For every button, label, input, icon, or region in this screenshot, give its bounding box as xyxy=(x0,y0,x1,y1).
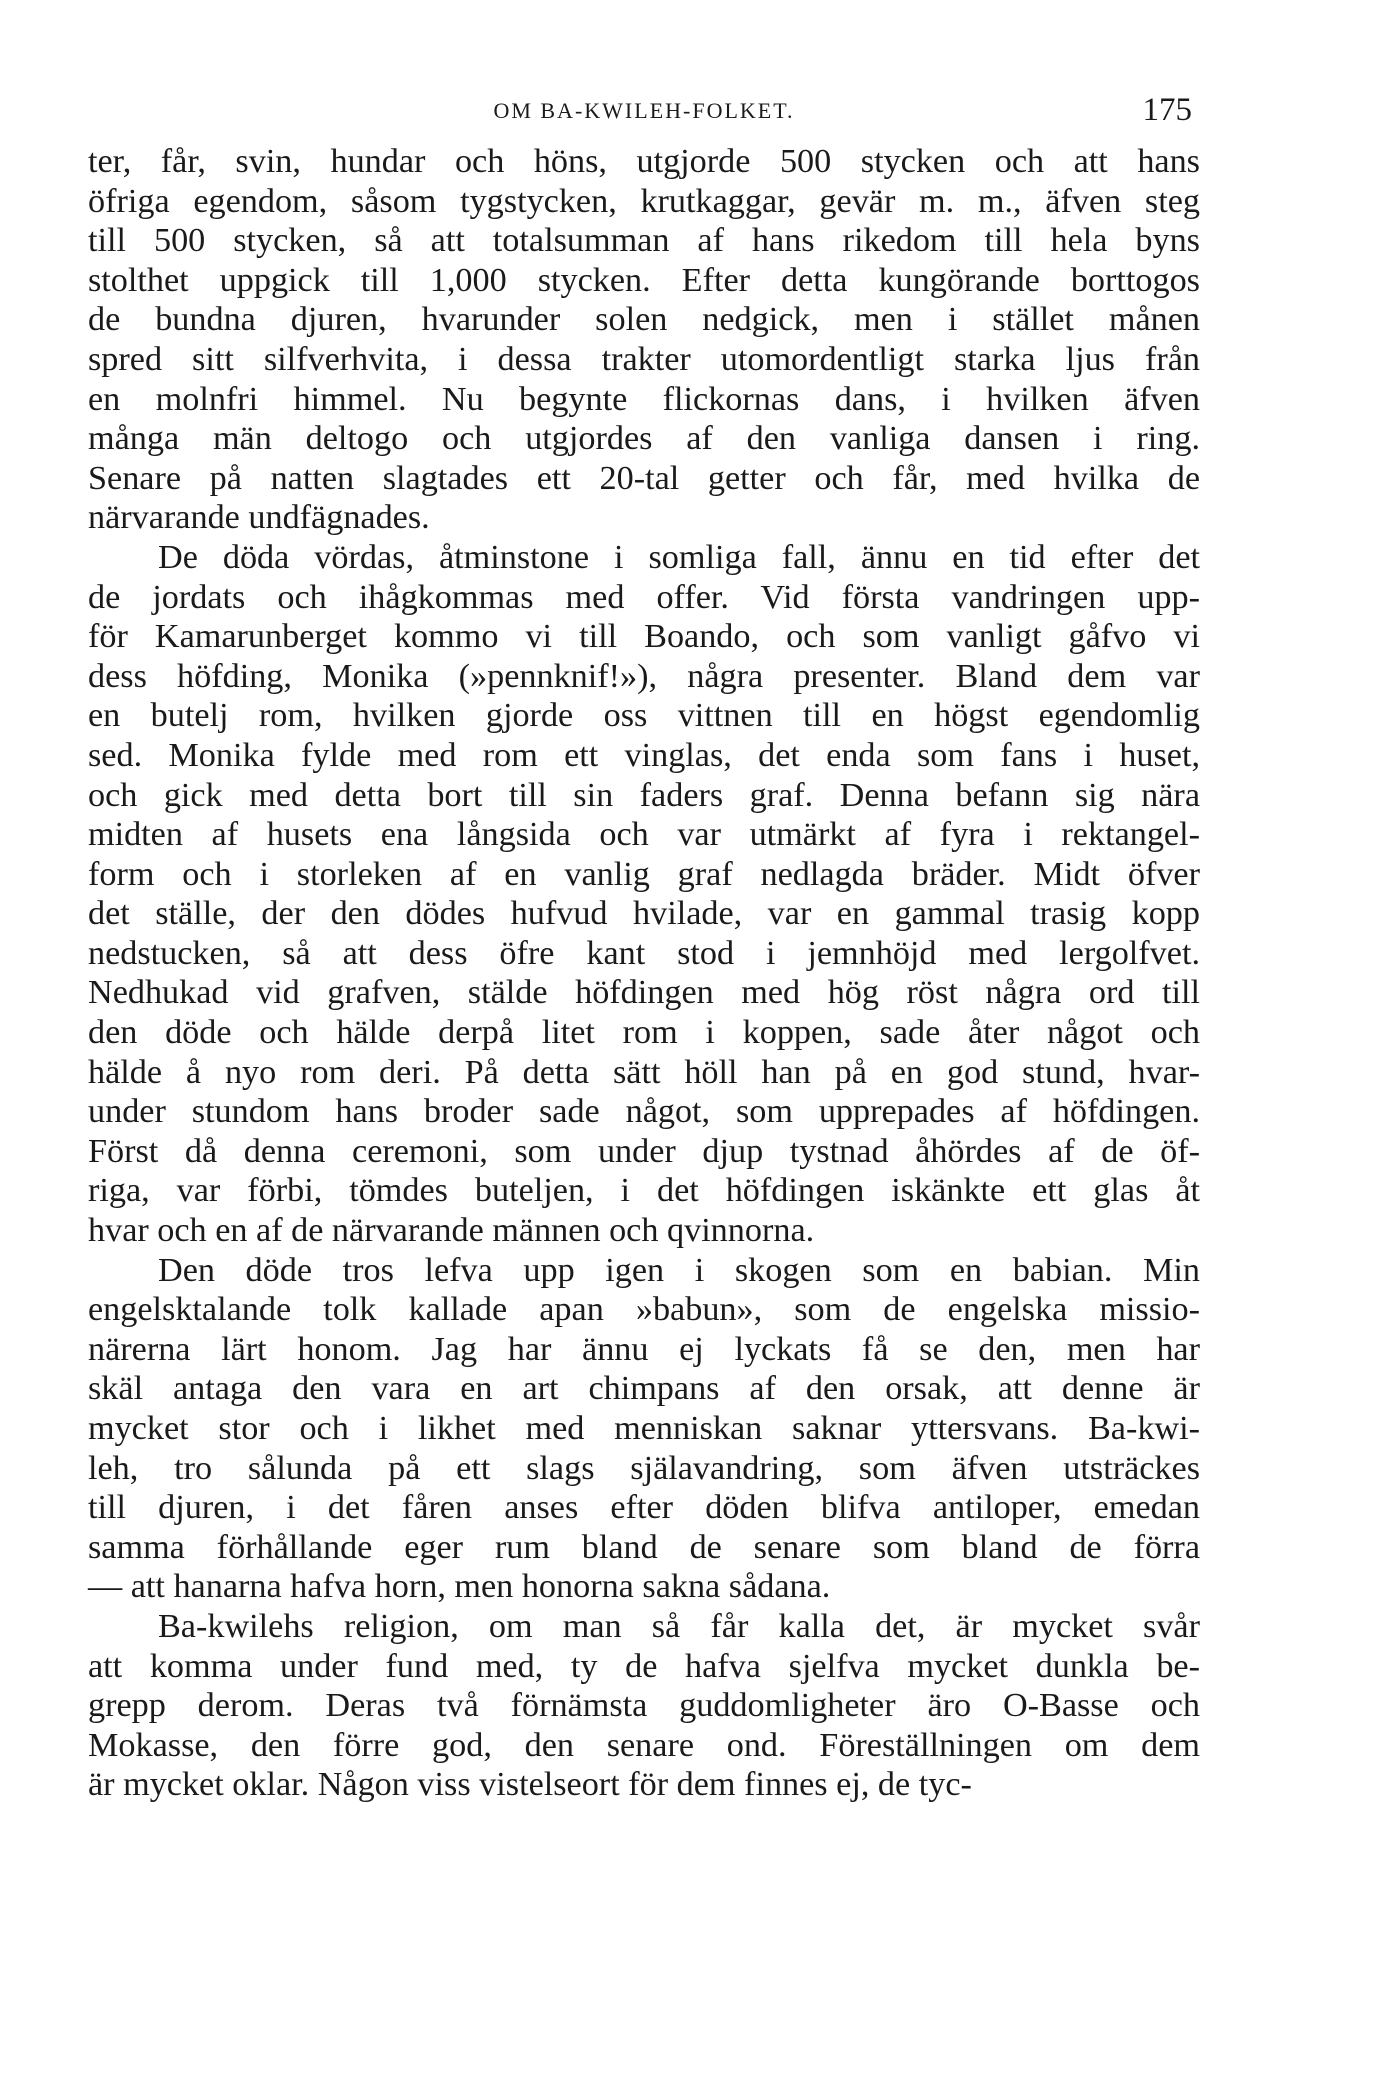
paragraph xyxy=(88,142,1200,538)
text-line: till djuren, i det fåren anses efter döden blifva antiloper, emedan xyxy=(88,1489,1200,1527)
text-line: engelsktalande tolk kallade apan »babun», som de engelska missio- xyxy=(88,1291,1200,1329)
text-line: midten af husets ena långsida och var utmärkt af fyra i rektangel- xyxy=(88,816,1200,854)
text-line: många män deltogo och utgjordes af den vanliga dansen i ring. xyxy=(88,420,1200,458)
text-line: närerna lärt honom. Jag har ännu ej lyckats få se den, men har xyxy=(88,1330,1200,1368)
text-line: till 500 stycken, så att totalsumman af hans rikedom till hela byns xyxy=(88,222,1200,260)
text-body xyxy=(88,142,1200,1805)
page-number: 175 xyxy=(1142,92,1192,128)
text-line: skäl antaga den vara en art chimpans af den orsak, att denne är xyxy=(88,1370,1200,1408)
text-line: leh, tro sålunda på ett slags själavandring, som äfven utsträckes xyxy=(88,1449,1200,1487)
text-line: grepp derom. Deras två förnämsta guddomligheter äro O-Basse och xyxy=(88,1687,1200,1725)
text-line: hälde å nyo rom deri. På detta sätt höll han på en god stund, hvar- xyxy=(88,1053,1200,1091)
text-line: det ställe, der den dödes hufvud hvilade, var en gammal trasig kopp xyxy=(88,895,1200,933)
text-line: och gick med detta bort till sin faders graf. Denna befann sig nära xyxy=(88,776,1200,814)
text-line: den döde och hälde derpå litet rom i koppen, sade åter något och xyxy=(88,1014,1200,1052)
text-line: för Kamarunberget kommo vi till Boando, och som vanligt gåfvo vi xyxy=(88,618,1200,656)
text-line: De döda vördas, åtminstone i somliga fall, ännu en tid efter det xyxy=(158,538,1200,576)
text-line: öfriga egendom, såsom tygstycken, krutkaggar, gevär m. m., äfven steg xyxy=(88,182,1200,220)
text-line: spred sitt silfverhvita, i dessa trakter utomordentligt starka ljus från xyxy=(88,340,1200,378)
text-line: de bundna djuren, hvarunder solen nedgick, men i stället månen xyxy=(88,301,1200,339)
text-line: mycket stor och i likhet med menniskan saknar yttersvans. Ba-kwi- xyxy=(88,1410,1200,1447)
text-line: en butelj rom, hvilken gjorde oss vittnen till en högst egendomlig xyxy=(88,697,1200,735)
text-line: nedstucken, så att dess öfre kant stod i jemnhöjd med lergolfvet. xyxy=(88,934,1200,972)
text-line: form och i storleken af en vanlig graf nedlagda bräder. Midt öfver xyxy=(88,855,1200,893)
paragraph xyxy=(88,1251,1200,1607)
running-title: OM BA-KWILEH-FOLKET. xyxy=(493,98,795,123)
text-line: under stundom hans broder sade något, som upprepades af höfdingen. xyxy=(88,1093,1200,1131)
text-line: Senare på natten slagtades ett 20-tal getter och får, med hvilka de xyxy=(88,459,1200,497)
text-line: dess höfding, Monika (»pennknif!»), några presenter. Bland dem var xyxy=(88,657,1200,695)
text-line: de jordats och ihågkommas med offer. Vid första vandringen upp- xyxy=(88,578,1200,616)
text-line: är mycket oklar. Någon viss vistelseort för dem finnes ej, de tyc- xyxy=(88,1766,972,1804)
book-page xyxy=(88,92,1200,1805)
text-line: närvarande undfägnades. xyxy=(88,499,430,537)
text-line: Nedhukad vid grafven, stälde höfdingen med hög röst några ord till xyxy=(88,974,1200,1012)
paragraph xyxy=(88,1607,1200,1805)
text-line: en molnfri himmel. Nu begynte flickornas dans, i hvilken äfven xyxy=(88,380,1200,418)
text-line: hvar och en af de närvarande männen och qvinnorna. xyxy=(88,1212,815,1250)
text-line: sed. Monika fylde med rom ett vinglas, det enda som fans i huset, xyxy=(88,736,1200,774)
text-line: riga, var förbi, tömdes buteljen, i det höfdingen iskänkte ett glas åt xyxy=(88,1172,1200,1210)
text-line: att komma under fund med, ty de hafva sjelfva mycket dunkla be- xyxy=(88,1647,1200,1685)
text-line: Mokasse, den förre god, den senare ond. Föreställningen om dem xyxy=(88,1726,1200,1764)
text-line: ter, får, svin, hundar och höns, utgjorde 500 stycken och att hans xyxy=(88,143,1200,180)
text-line: Ba-kwilehs religion, om man så får kalla det, är mycket svår xyxy=(158,1607,1200,1645)
text-line: samma förhållande eger rum bland de senare som bland de förra xyxy=(88,1528,1200,1566)
text-line: stolthet uppgick till 1,000 stycken. Efter detta kungörande borttogos xyxy=(88,261,1200,299)
text-line: Först då denna ceremoni, som under djup tystnad åhördes af de öf- xyxy=(88,1132,1200,1170)
text-line: Den döde tros lefva upp igen i skogen som en babian. Min xyxy=(158,1251,1200,1289)
running-head xyxy=(88,92,1200,136)
text-line: — att hanarna hafva horn, men honorna sakna sådana. xyxy=(88,1568,831,1606)
paragraph xyxy=(88,538,1200,1251)
